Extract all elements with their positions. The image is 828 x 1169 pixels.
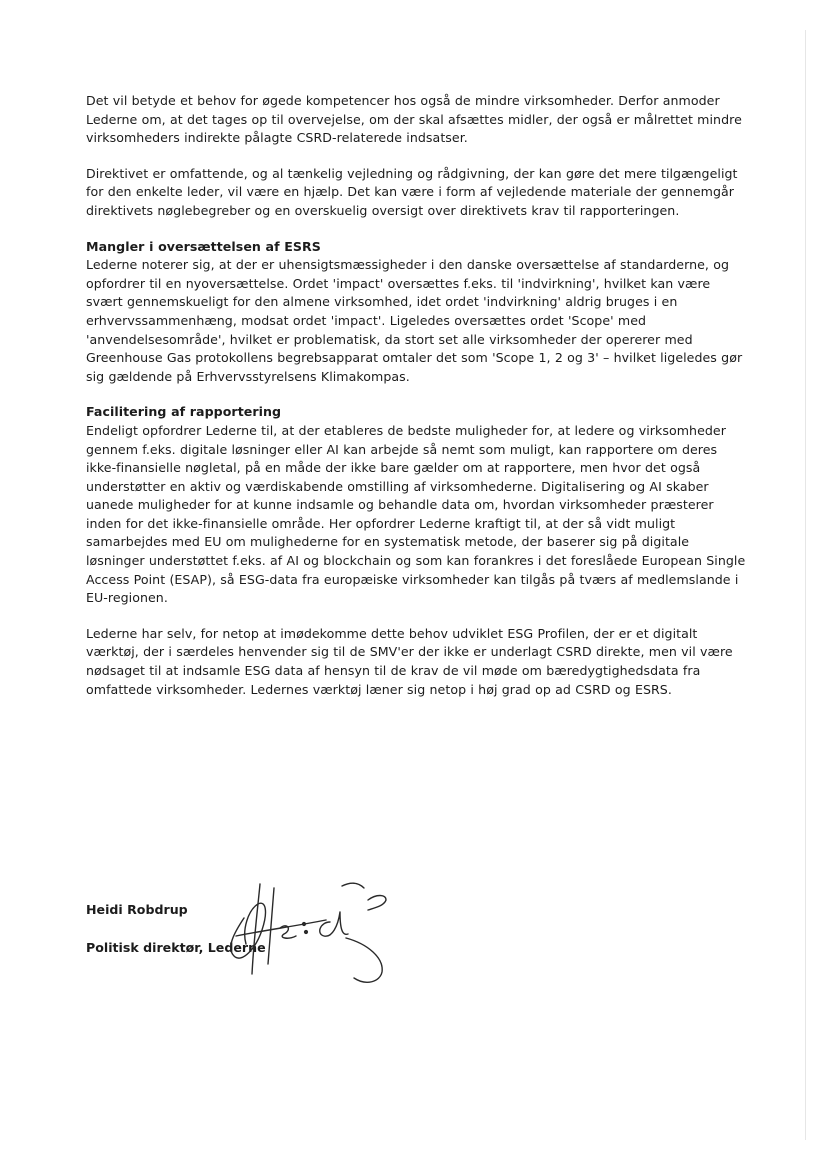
scan-edge-line [805,30,806,1140]
signatory-name: Heidi Robdrup [86,902,188,917]
section-esrs-translation [86,238,750,387]
handwritten-signature [196,878,396,988]
signature-text: Heidi [330,952,333,953]
section-heading: Mangler i oversættelsen af ESRS [86,238,321,254]
section-reporting-facilitation [86,403,750,608]
paragraph-text: Lederne har selv, for netop at imødekomme dette behov udviklet ESG Profilen, der er et digitalt værktøj, der i særdeles henvender sig til de SMV'er der ikke er underlagt CSRD direkte, men vil være nødsaget til at indsamle ESG data af hensyn til de krav de vil møde om bæredygtighedsdata fra omfattede virksomheder. Ledernes værktøj læner sig netop i høj grad op ad CSRD og ESRS. [86,625,733,697]
letter-body [86,92,750,716]
paragraph-esg-profile [86,625,750,699]
signatory-title: Politisk direktør, Lederne [86,940,266,955]
section-heading: Facilitering af rapportering [86,404,282,420]
paragraph-text: Direktivet er omfattende, og al tænkelig vejledning og rådgivning, der kan gøre det mere tilgængeligt for den enkelte leder, vil være en hjælp. Det kan være i form af vejledende materiale der gennemgår direktivets nøglebegreber og en overskuelig oversigt over direktivets krav til rapporteringen. [86,165,738,218]
paragraph-text: Lederne noterer sig, at der er uhensigtsmæssigheder i den danske oversættelse af standarderne, og opfordrer til en nyoversættelse. Ordet 'impact' oversættes f.eks. til 'indvirkning', hvilket kan være svært gennemskueligt for den almene virksomhed, idet ordet 'indvirkning' aldrig bruges i en erhvervssammenhæng, modsat ordet 'impact'. Ligeledes oversættes ordet 'Scope' med 'anvendelsesområde', hvilket er problematisk, da stort set alle virksomheder der opererer med Greenhouse Gas protokollens begrebsapparat omtaler det som 'Scope 1, 2 og 3' – hvilket ligeledes gør sig gældende på Erhvervsstyrelsens Klimakompas. [86,257,743,384]
paragraph-competences [86,92,750,148]
paragraph-text: Endeligt opfordrer Lederne til, at der etableres de bedste muligheder for, at ledere og virksomheder gennem f.eks. digitale løsninger eller AI kan arbejde så nemt som muligt, kan rapportere om deres ikke-finansielle nøgletal, på en måde der ikke bare gælder om at rapportere, men hvor det også understøtter en aktiv og værdiskabende omstilling af virksomhederne. Digitalisering og AI skaber uanede muligheder for at kunne indsamle og behandle data om, hvordan virksomheder præsterer inden for det ikke-finansielle område. Her opfordrer Lederne kraftigt til, at der så vidt muligt samarbejdes med EU om mulighederne for en systematisk metode, der baserer sig på digitale løsninger understøttet f.eks. af AI og blockchain og som kan forankres i det foreslåede European Single Access Point (ESAP), så ESG-data fra europæiske virksomheder kan tilgås på tværs af medlemslande i EU-regionen. [86,422,746,606]
paragraph-guidance [86,165,750,221]
signature-block [86,898,406,988]
paragraph-text: Det vil betyde et behov for øgede kompetencer hos også de mindre virksomheder. Derfor anmoder Lederne om, at det tages op til overvejelse, om der skal afsættes midler, der også er målrettet mindre virksomheders indirekte pålagte CSRD-relaterede indsatser. [86,93,742,146]
